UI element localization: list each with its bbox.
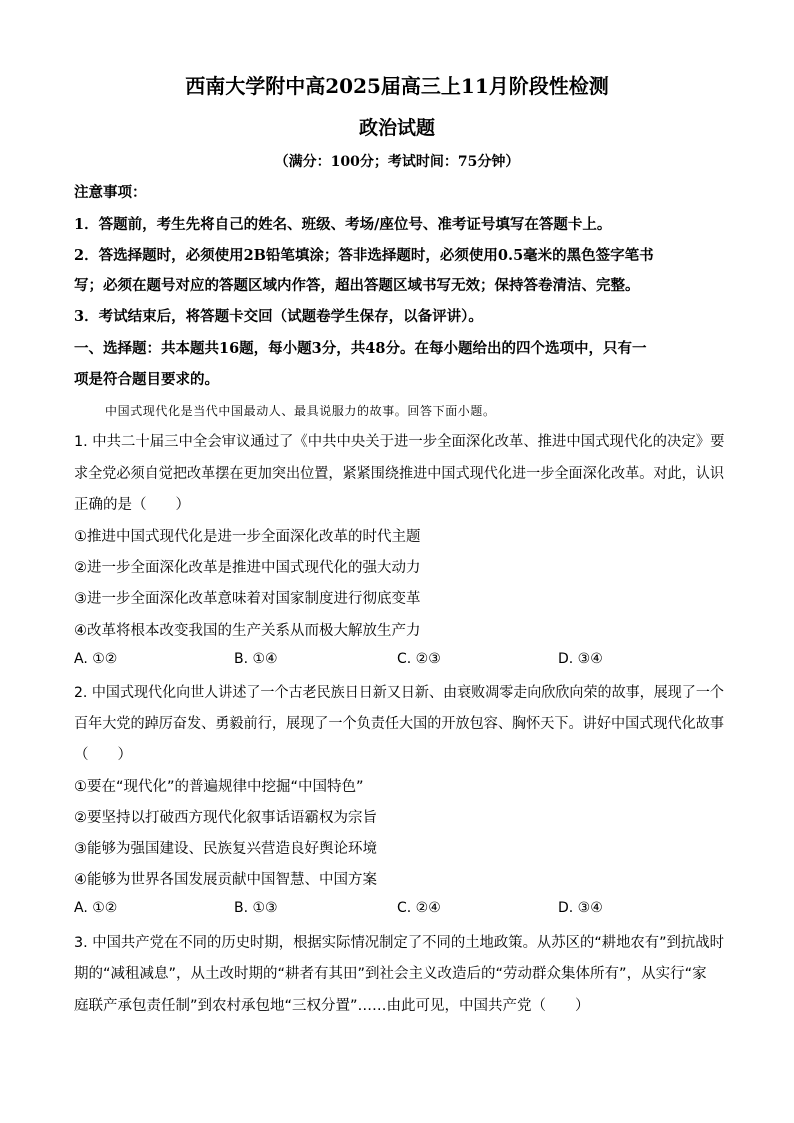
notes-heading: 注意事项： <box>74 184 147 201</box>
question-1-stem: 求全党必须自觉把改革摆在更加突出位置，紧紧围绕推进中国式现代化进一步全面深化改革。对此，认识 <box>74 466 724 482</box>
question-1-item: ②进一步全面深化改革是推进中国式现代化的强大动力 <box>74 560 421 576</box>
notes-item: 写；必须在题号对应的答题区域内作答，超出答题区域书写无效；保持答卷清洁、完整。 <box>74 277 640 294</box>
question-2-item: ④能够为世界各国发展贡献中国智慧、中国方案 <box>74 872 377 888</box>
question-3-stem: 庭联产承包责任制”到农村承包地“三权分置”……由此可见，中国共产党（ ） <box>74 998 590 1014</box>
option-c: C. ②④ <box>397 900 441 916</box>
question-3-stem: 3. 中国共产党在不同的历史时期，根据实际情况制定了不同的土地政策。从苏区的“耕地农有”到抗战时 <box>74 935 724 951</box>
question-2-stem: （ ） <box>74 747 132 763</box>
notes-item: 1．答题前，考生先将自己的姓名、班级、考场/座位号、准考证号填写在答题卡上。 <box>74 216 612 233</box>
option-c: C. ②③ <box>397 651 441 667</box>
question-1-options <box>74 651 734 673</box>
exam-meta: （满分：100分；考试时间：75分钟） <box>274 154 520 170</box>
question-1-stem: 1. 中共二十届三中全会审议通过了《中共中央关于进一步全面深化改革、推进中国式现代化的决定》要 <box>74 434 725 450</box>
question-2-item: ①要在“现代化”的普遍规律中挖掘“中国特色” <box>74 779 364 795</box>
option-a: A. ①② <box>74 651 118 667</box>
question-2-stem: 2. 中国式现代化向世人讲述了一个古老民族日日新又日新、由衰败凋零走向欣欣向荣的故事，展现了一个 <box>74 685 724 701</box>
group-intro: 中国式现代化是当代中国最动人、最具说服力的故事。回答下面小题。 <box>105 404 496 418</box>
notes-item: 2．答选择题时，必须使用2B铅笔填涂；答非选择题时，必须使用0.5毫米的黑色签字笔书 <box>74 247 654 264</box>
option-d: D. ③④ <box>558 651 603 667</box>
question-1-item: ④改革将根本改变我国的生产关系从而极大解放生产力 <box>74 623 421 639</box>
option-b: B. ①④ <box>234 651 278 667</box>
section-heading: 一、选择题：共本题共16题，每小题3分，共48分。在每小题给出的四个选项中，只有一 <box>74 340 647 357</box>
option-a: A. ①② <box>74 900 118 916</box>
question-2-item: ②要坚持以打破西方现代化叙事话语霸权为宗旨 <box>74 810 377 826</box>
notes-item: 3．考试结束后，将答题卡交回（试题卷学生保存，以备评讲）。 <box>74 308 483 325</box>
option-d: D. ③④ <box>558 900 603 916</box>
question-2-options <box>74 900 734 922</box>
question-1-item: ①推进中国式现代化是进一步全面深化改革的时代主题 <box>74 529 421 545</box>
question-2-stem: 百年大党的踔厉奋发、勇毅前行，展现了一个负责任大国的开放包容、胸怀天下。讲好中国式现代化故事 <box>74 716 724 732</box>
exam-title: 西南大学附中高2025届高三上11月阶段性检测 <box>185 74 609 98</box>
question-2-item: ③能够为强国建设、民族复兴营造良好舆论环境 <box>74 841 377 857</box>
section-heading-cont: 项是符合题目要求的。 <box>74 371 219 388</box>
question-1-stem: 正确的是（ ） <box>74 497 190 513</box>
option-b: B. ①③ <box>234 900 278 916</box>
exam-subject: 政治试题 <box>358 117 435 139</box>
question-1-item: ③进一步全面深化改革意味着对国家制度进行彻底变革 <box>74 591 421 607</box>
question-3-stem: 期的“减租减息”，从土改时期的“耕者有其田”到社会主义改造后的“劳动群众集体所有”，从实行“家 <box>74 966 707 982</box>
